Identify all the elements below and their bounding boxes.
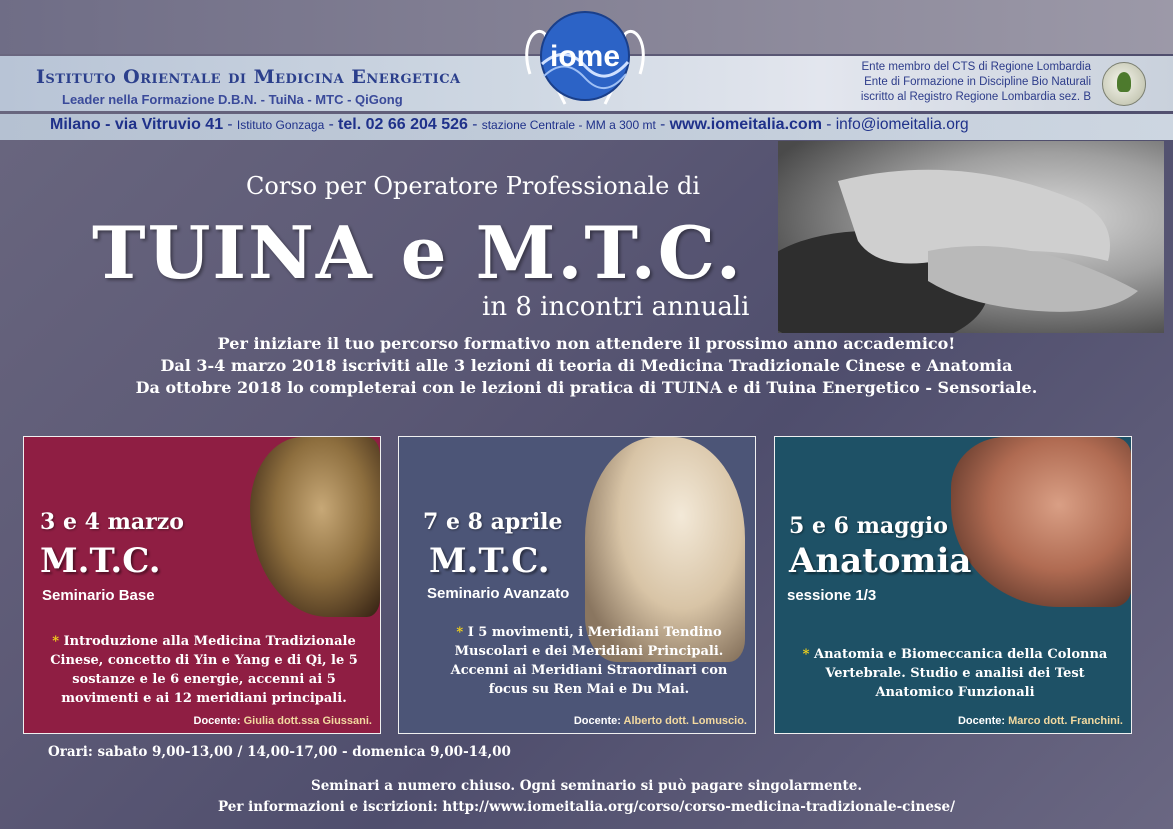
docente-label: Docente: bbox=[573, 715, 621, 727]
footer-line-1: Seminari a numero chiuso. Ogni seminario si può pagare singolarmente. bbox=[310, 778, 863, 794]
footer-link[interactable]: Per informazioni e iscrizioni: http://www.iomeitalia.org/corso/corso-medicina-tradizionale-cinese/ bbox=[217, 799, 956, 815]
card-desc-text: I 5 movimenti, i Meridiani Tendino Muscolari e dei Meridiani Principali. Accenni ai Meridiani Straordinari con focus su Ren Mai e Du Mai. bbox=[450, 625, 728, 697]
card-date: 7 e 8 aprile bbox=[423, 509, 563, 535]
seminar-card-march bbox=[23, 436, 381, 734]
intro-line-1: Per iniziare il tuo percorso formativo non attendere il prossimo anno accademico! bbox=[217, 334, 956, 353]
bullet-star-icon: * bbox=[456, 625, 468, 640]
seminar-card-may bbox=[774, 436, 1132, 734]
card-description bbox=[429, 623, 749, 699]
right-info-line-2: Ente di Formazione in Discipline Bio Naturali bbox=[864, 76, 1091, 88]
card-subject: Anatomia bbox=[789, 541, 972, 581]
institute-title: Istituto Orientale di Medicina Energetica bbox=[36, 66, 461, 88]
card-docente bbox=[574, 715, 747, 727]
separator: - bbox=[467, 116, 482, 133]
institute-subtitle: Leader nella Formazione D.B.N. - TuiNa - MTC - QiGong bbox=[62, 92, 403, 107]
card-seminar: Seminario Avanzato bbox=[427, 585, 570, 602]
card-description bbox=[785, 645, 1125, 702]
incontri-line: in 8 incontri annuali bbox=[482, 292, 750, 322]
separator: - bbox=[324, 116, 339, 133]
region-badge-icon bbox=[1102, 62, 1146, 106]
contact-line bbox=[50, 116, 969, 134]
docente-name: Alberto dott. Lomuscio. bbox=[623, 715, 747, 727]
logo-text: iome bbox=[549, 40, 621, 73]
course-line: Corso per Operatore Professionale di bbox=[246, 172, 700, 200]
email-link[interactable]: info@iomeitalia.org bbox=[835, 116, 969, 133]
hands-photo bbox=[778, 141, 1164, 333]
separator: - bbox=[655, 116, 670, 133]
card-seminar: Seminario Base bbox=[42, 587, 155, 604]
intro-line-2: Dal 3-4 marzo 2018 iscriviti alle 3 lezioni di teoria di Medicina Tradizionale Cinese e Anatomia bbox=[160, 356, 1013, 375]
station: stazione Centrale - MM a 300 mt bbox=[481, 118, 656, 132]
card-docente bbox=[194, 715, 373, 727]
seminar-card-april bbox=[398, 436, 756, 734]
docente-label: Docente: bbox=[193, 715, 241, 727]
docente-name: Giulia dott.ssa Giussani. bbox=[243, 715, 372, 727]
schedule-text: Orari: sabato 9,00-13,00 / 14,00-17,00 - domenica 9,00-14,00 bbox=[48, 744, 511, 760]
right-info-line-3: iscritto al Registro Regione Lombardia sez. B bbox=[860, 91, 1091, 103]
docente-label: Docente: bbox=[957, 715, 1006, 727]
card-date: 3 e 4 marzo bbox=[40, 509, 184, 535]
card-desc-text: Anatomia e Biomeccanica della Colonna Vertebrale. Studio e analisi dei Test Anatomico Funzionali bbox=[813, 647, 1108, 700]
separator: - bbox=[223, 116, 237, 133]
iome-logo bbox=[510, 4, 660, 116]
anatomy-image bbox=[951, 437, 1131, 607]
card-subject: M.T.C. bbox=[429, 541, 550, 581]
bullet-star-icon: * bbox=[802, 647, 814, 662]
intro-text bbox=[0, 333, 1173, 399]
school: Istituto Gonzaga bbox=[236, 118, 325, 132]
card-docente bbox=[958, 715, 1123, 727]
address: Milano - via Vitruvio 41 bbox=[50, 116, 224, 133]
card-description bbox=[34, 632, 374, 708]
footer bbox=[0, 776, 1173, 818]
main-title: TUINA e M.T.C. bbox=[92, 210, 743, 295]
website-link[interactable]: www.iomeitalia.com bbox=[669, 116, 822, 133]
separator: - bbox=[821, 116, 836, 133]
right-info bbox=[861, 60, 1091, 105]
head-statue-image bbox=[250, 437, 380, 617]
card-subject: M.T.C. bbox=[40, 541, 161, 581]
intro-line-3: Da ottobre 2018 lo completerai con le lezioni di pratica di TUINA e di Tuina Energetico - Sensoriale. bbox=[135, 378, 1038, 397]
card-date: 5 e 6 maggio bbox=[789, 513, 948, 539]
docente-name: Marco dott. Franchini. bbox=[1008, 715, 1123, 727]
card-desc-text: Introduzione alla Medicina Tradizionale Cinese, concetto di Yin e Yang e di Qi, le 5 sostanze e le 6 energie, accenni ai 5 movimenti e ai 12 meridiani principali. bbox=[50, 634, 358, 706]
phone: tel. 02 66 204 526 bbox=[338, 116, 468, 133]
right-info-line-1: Ente membro del CTS di Regione Lombardia bbox=[861, 61, 1091, 73]
card-seminar: sessione 1/3 bbox=[787, 587, 877, 604]
bullet-star-icon: * bbox=[52, 634, 64, 649]
